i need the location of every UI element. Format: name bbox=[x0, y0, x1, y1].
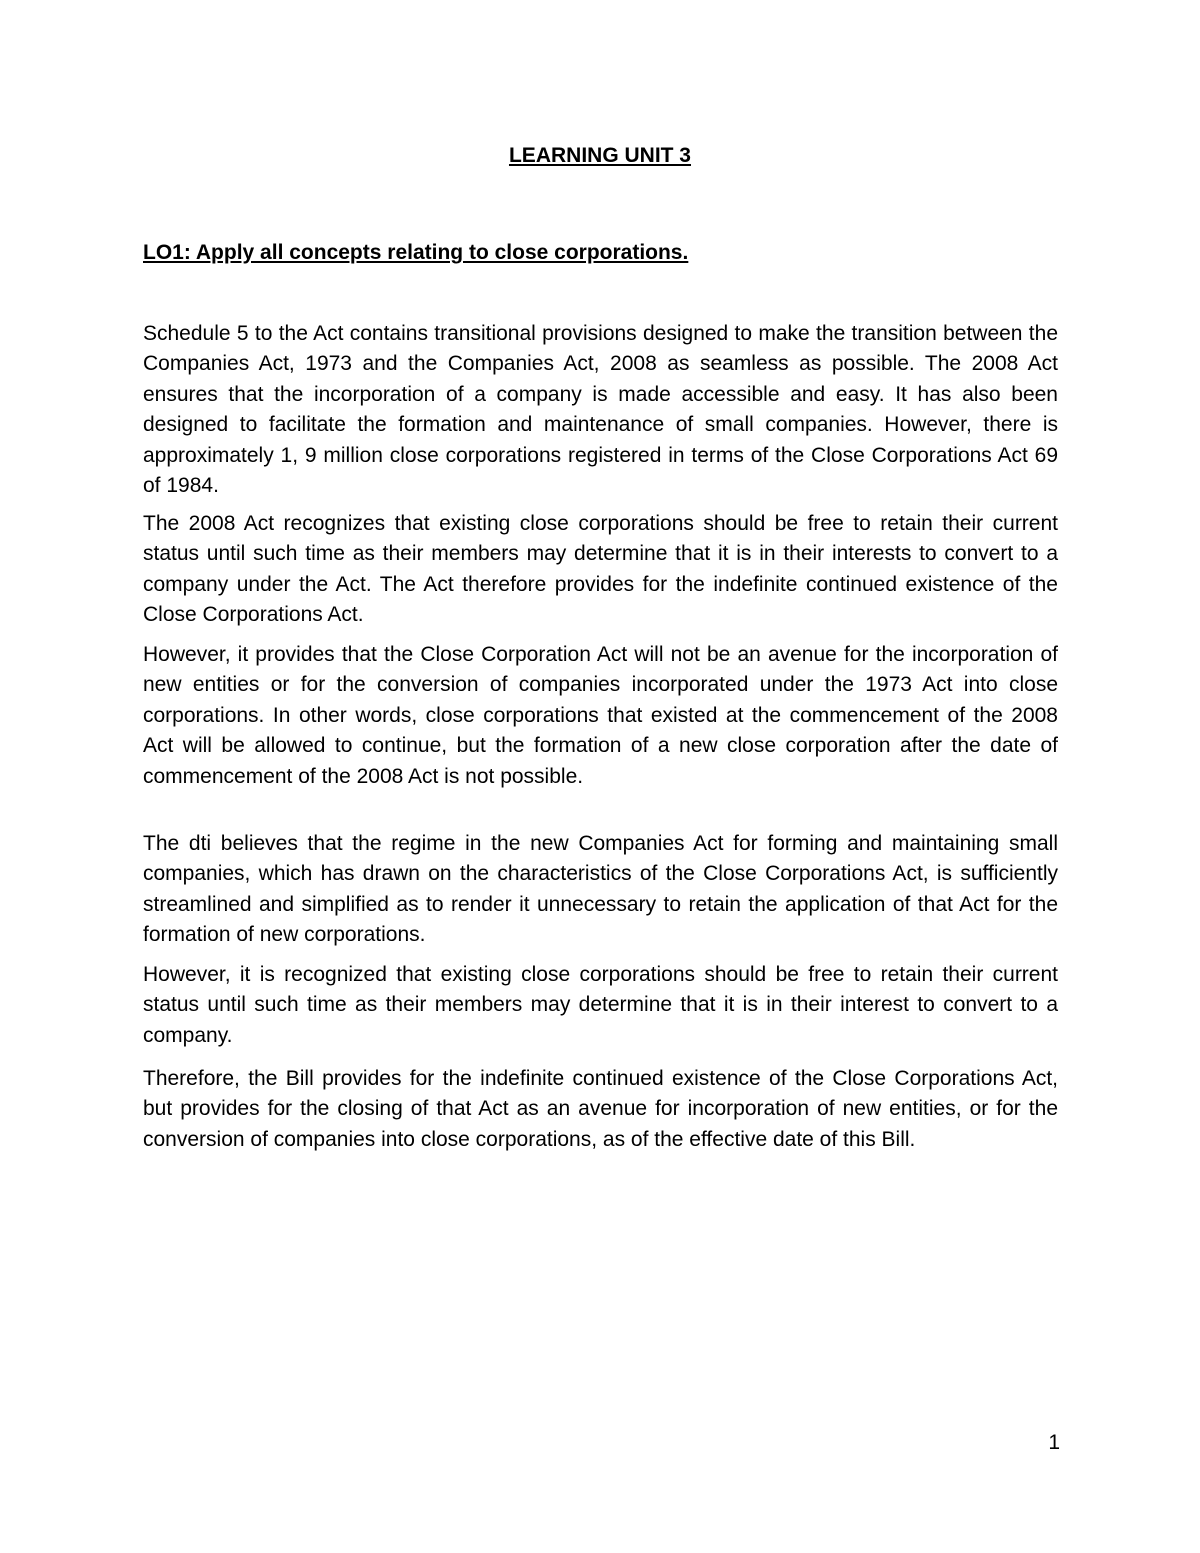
page-number: 1 bbox=[1048, 1431, 1060, 1454]
paragraph-existing-cc-status: However, it is recognized that existing close corporations should be free to retain their current status until such time as their members may determine that it is in their interest to convert to a company. bbox=[143, 963, 1058, 1047]
learning-objective-heading: LO1: Apply all concepts relating to close corporations. bbox=[143, 241, 689, 264]
paragraph-no-new-close-corporations: However, it provides that the Close Corporation Act will not be an avenue for the incorporation of new entities or for the conversion of companies incorporated under the 1973 Act into close corporations. In other words, close corporations that existed at the commencement of the 2008 Act will be allowed to continue, but the formation of a new close corporation after the date of commencement of the 2008 Act is not possible. bbox=[143, 643, 1058, 788]
paragraph-bill-provides: Therefore, the Bill provides for the indefinite continued existence of the Close Corporations Act, but provides for the closing of that Act as an avenue for incorporation of new entities, or for the conversion of companies into close corporations, as of the effective date of this Bill. bbox=[143, 1067, 1058, 1151]
page-title: LEARNING UNIT 3 bbox=[508, 144, 691, 167]
paragraph-schedule-5: Schedule 5 to the Act contains transitional provisions designed to make the transition between the Companies Act, 1973 and the Companies Act, 2008 as seamless as possible. The 2008 Act ensures that the incorporation of a company is made accessible and easy. It has also been designed to facilitate the formation and maintenance of small companies. However, there is approximately 1, 9 million close corporations registered in terms of the Close Corporations Act 69 of 1984. bbox=[143, 322, 1058, 498]
paragraph-2008-act-recognizes: The 2008 Act recognizes that existing close corporations should be free to retain their current status until such time as their members may determine that it is in their interests to convert to a company under the Act. The Act therefore provides for the indefinite continued existence of the Close Corporations Act. bbox=[143, 512, 1058, 627]
paragraph-dti-believes: The dti believes that the regime in the new Companies Act for forming and maintaining small companies, which has drawn on the characteristics of the Close Corporations Act, is sufficiently streamlined and simplified as to render it unnecessary to retain the application of that Act for the formation of new corporations. bbox=[143, 832, 1058, 947]
